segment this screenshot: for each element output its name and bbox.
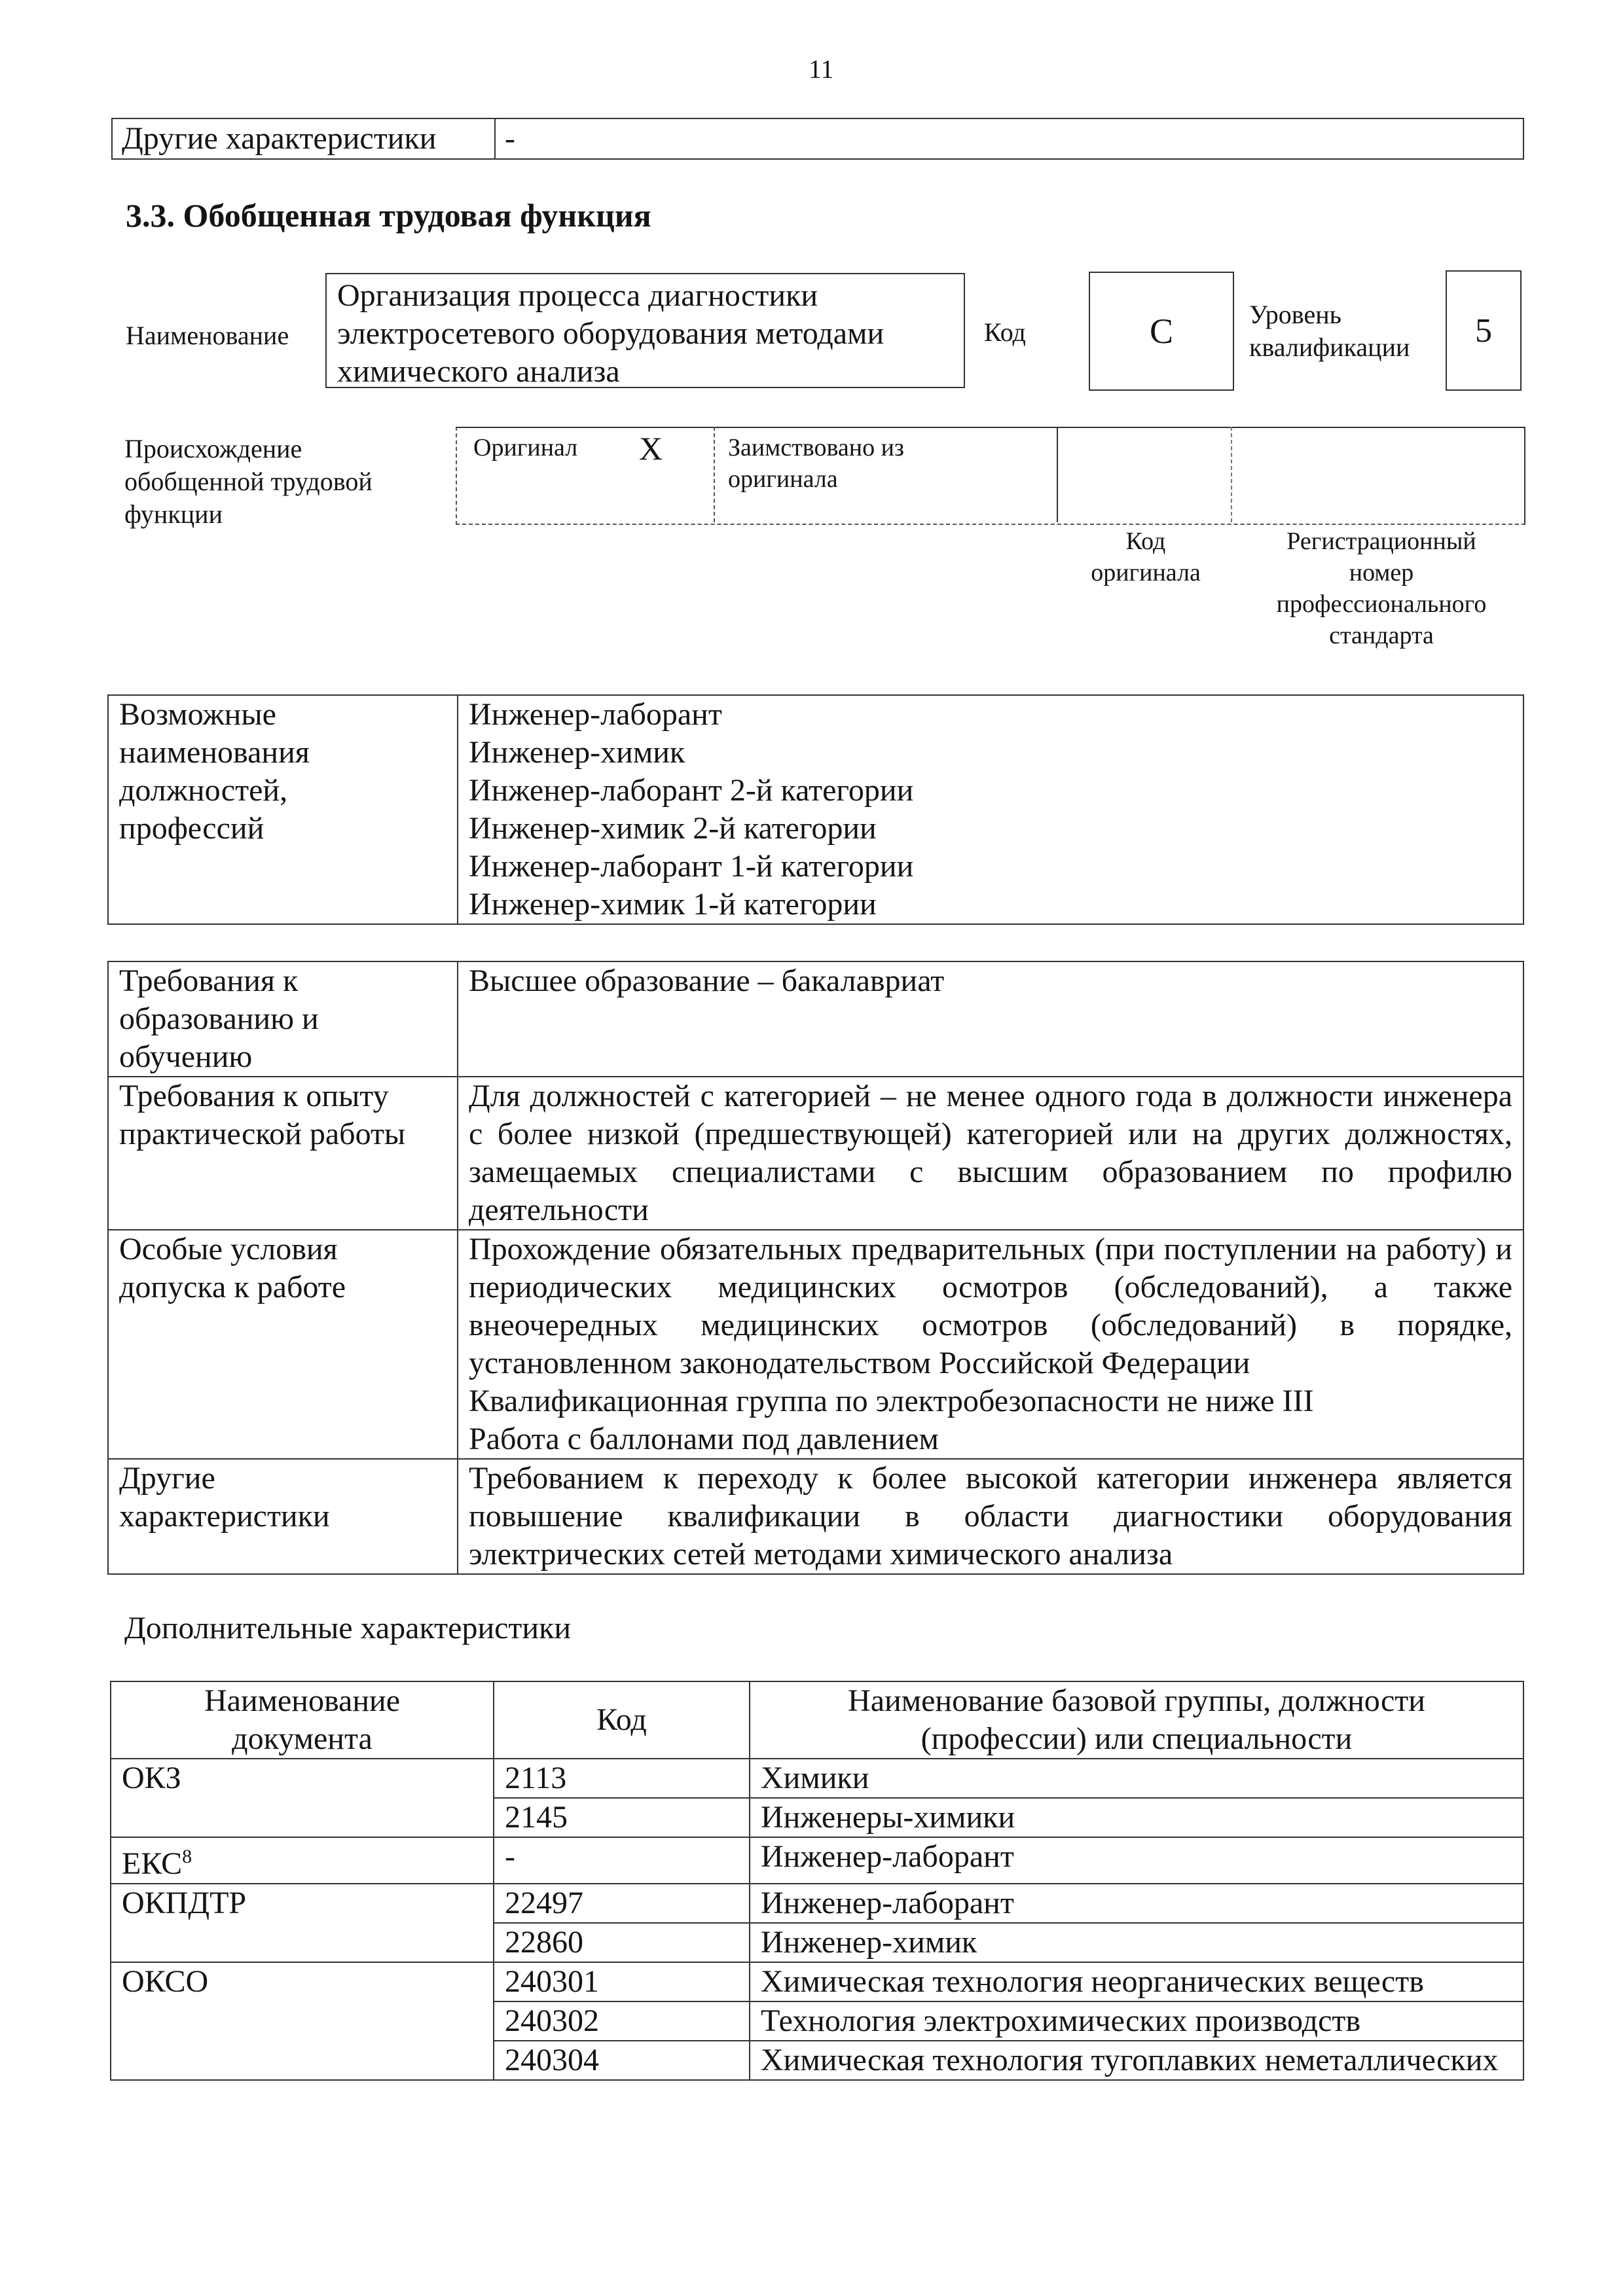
name-cell: Химики xyxy=(750,1759,1523,1798)
header-name xyxy=(750,1681,1523,1759)
level-label-line: квалификации xyxy=(1249,332,1410,362)
header-doc xyxy=(111,1681,494,1759)
condition-paragraph: Квалификационная группа по электробезопасности не ниже III xyxy=(469,1384,1314,1418)
experience-value: Для должностей с категорией – не менее одного года в должности инженера с более низкой (предшествующей) категорией или на других должностях, замещаемых специалистами с высшим образованием по профилю деятельности xyxy=(458,1077,1523,1230)
label-line: профессий xyxy=(119,811,264,846)
experience-label xyxy=(108,1077,458,1230)
caption-line: профессионального xyxy=(1276,590,1487,618)
header-line: Наименование xyxy=(204,1683,401,1718)
conditions-label xyxy=(108,1230,458,1459)
page-number: 11 xyxy=(809,54,834,84)
level-label-line: Уровень xyxy=(1249,300,1341,329)
conditions-value xyxy=(458,1230,1523,1459)
code-cell: 2145 xyxy=(494,1798,750,1837)
code-label: Код xyxy=(984,317,1026,347)
reg-number-caption xyxy=(1244,526,1519,651)
label-line: Возможные xyxy=(119,697,276,732)
header-line: документа xyxy=(232,1721,373,1756)
origin-label-line: функции xyxy=(124,499,223,529)
code-cell: 22497 xyxy=(494,1884,750,1923)
header-line: Наименование базовой группы, должности xyxy=(848,1683,1425,1718)
origin-divider xyxy=(1057,427,1058,522)
origin-box xyxy=(456,427,1525,525)
label-line: характеристики xyxy=(119,1499,330,1534)
other-characteristics-table-top xyxy=(111,118,1524,160)
level-label xyxy=(1249,298,1410,364)
name-cell: Инженер-лаборант xyxy=(750,1837,1523,1884)
code-cell: 2113 xyxy=(494,1759,750,1798)
caption-line: Код xyxy=(1125,528,1166,555)
label-line: практической работы xyxy=(119,1117,406,1151)
code-value-box xyxy=(1089,272,1234,391)
additional-title: Дополнительные характеристики xyxy=(124,1611,572,1645)
label-line: Особые условия xyxy=(119,1232,338,1266)
section-title: 3.3. Обобщенная трудовая функция xyxy=(126,197,651,234)
code-cell: 22860 xyxy=(494,1923,750,1962)
requirements-table xyxy=(107,961,1524,1575)
label-line: Другие xyxy=(119,1461,215,1496)
position-item: Инженер-лаборант xyxy=(469,697,722,732)
doc-cell: ОКЗ xyxy=(111,1759,494,1837)
caption-line: номер xyxy=(1349,559,1414,586)
condition-paragraph: Работа с баллонами под давлением xyxy=(469,1422,939,1456)
origin-label-line: Происхождение xyxy=(124,434,302,463)
name-value-box xyxy=(325,273,965,388)
name-cell: Химическая технология тугоплавких неметаллических xyxy=(750,2041,1523,2080)
positions-label xyxy=(108,695,458,924)
condition-paragraph: Прохождение обязательных предварительных (при поступлении на работу) и периодических медицинских осмотров (обследований), а также внеочередных медицинских осмотров (обследований) в порядке, установленном законодательством Российской Федерации xyxy=(469,1232,1512,1380)
other-characteristics-value: - xyxy=(495,118,1523,159)
caption-line: стандарта xyxy=(1329,622,1434,649)
additional-table xyxy=(110,1681,1524,2081)
level-value: 5 xyxy=(1475,312,1492,350)
position-item: Инженер-лаборант 1-й категории xyxy=(469,849,914,884)
footnote-ref: 8 xyxy=(182,1846,192,1867)
label-line: Требования к опыту xyxy=(119,1079,389,1113)
position-item: Инженер-химик 1-й категории xyxy=(469,887,877,922)
header-code: Код xyxy=(494,1681,750,1759)
original-label: Оригинал xyxy=(473,434,578,461)
code-original-caption xyxy=(1061,526,1231,588)
origin-divider xyxy=(1231,427,1232,522)
doc-cell: ОКПДТР xyxy=(111,1884,494,1962)
other-value: Требованием к переходу к более высокой категории инженера является повышение квалификации в области диагностики оборудования электрических сетей методами химического анализа xyxy=(458,1459,1523,1574)
borrowed-label-line: Заимствовано из xyxy=(728,434,904,461)
other-characteristics-label: Другие характеристики xyxy=(112,118,495,159)
name-value-line: химического анализа xyxy=(337,354,620,389)
level-value-box xyxy=(1446,270,1522,391)
borrowed-label xyxy=(728,432,904,495)
name-cell: Инженер-химик xyxy=(750,1923,1523,1962)
education-label xyxy=(108,961,458,1077)
other-label xyxy=(108,1459,458,1574)
name-cell: Инженер-лаборант xyxy=(750,1884,1523,1923)
origin-divider xyxy=(714,427,715,522)
name-value-line: Организация процесса диагностики xyxy=(337,278,818,313)
header-line: (профессии) или специальности xyxy=(921,1721,1353,1756)
code-cell: 240301 xyxy=(494,1962,750,2001)
education-value: Высшее образование – бакалавриат xyxy=(458,961,1523,1077)
name-value-line: электросетевого оборудования методами xyxy=(337,316,884,351)
code-cell: - xyxy=(494,1837,750,1884)
position-item: Инженер-химик xyxy=(469,735,685,770)
positions-list xyxy=(458,695,1523,924)
label-line: наименования xyxy=(119,735,310,770)
origin-label xyxy=(124,433,373,531)
doc-cell: ОКСО xyxy=(111,1962,494,2080)
doc-text: ЕКС xyxy=(122,1846,183,1881)
position-item: Инженер-лаборант 2-й категории xyxy=(469,773,914,808)
origin-label-line: обобщенной трудовой xyxy=(124,467,373,496)
label-line: обучению xyxy=(119,1039,253,1074)
label-line: допуска к работе xyxy=(119,1270,346,1304)
label-line: образованию и xyxy=(119,1001,319,1036)
position-item: Инженер-химик 2-й категории xyxy=(469,811,877,846)
code-value: C xyxy=(1149,312,1174,351)
borrowed-label-line: оригинала xyxy=(728,465,838,493)
label-line: Требования к xyxy=(119,963,299,998)
name-label: Наименование xyxy=(126,321,289,350)
code-cell: 240304 xyxy=(494,2041,750,2080)
name-cell: Химическая технология неорганических веществ xyxy=(750,1962,1523,2001)
label-line: должностей, xyxy=(119,773,288,808)
caption-line: оригинала xyxy=(1091,559,1201,586)
positions-table xyxy=(107,694,1524,925)
doc-cell xyxy=(111,1837,494,1884)
original-mark: X xyxy=(639,430,663,467)
name-cell: Инженеры-химики xyxy=(750,1798,1523,1837)
name-cell: Технология электрохимических производств xyxy=(750,2001,1523,2041)
caption-line: Регистрационный xyxy=(1286,528,1476,555)
code-cell: 240302 xyxy=(494,2001,750,2041)
